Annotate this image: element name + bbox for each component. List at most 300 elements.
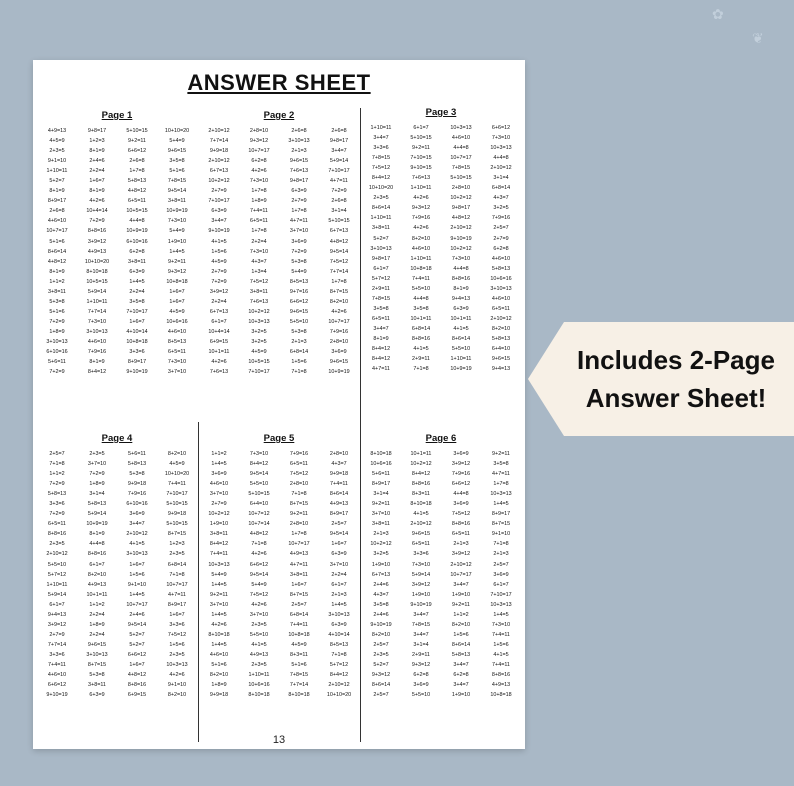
- answer-cell: 7+2=9: [49, 511, 65, 518]
- answer-cell: 7+2=9: [291, 248, 307, 255]
- answer-cell: 2+4=6: [89, 158, 105, 165]
- answer-cell: 9+3=12: [411, 205, 431, 212]
- answer-cell: 6+3=9: [291, 188, 307, 195]
- answer-cell: 1+4=5: [169, 248, 185, 255]
- answer-cell: 2+2=4: [89, 631, 105, 638]
- answer-cell: 7+10=17: [490, 591, 512, 598]
- answer-cell: 2+5=7: [373, 641, 389, 648]
- answer-cell: 8+9=17: [329, 511, 349, 518]
- answer-cell: 1+4=5: [211, 461, 227, 468]
- answer-cell: 4+6=10: [491, 255, 511, 262]
- answer-cell: 2+2=4: [89, 168, 105, 175]
- answer-cell: 2+9=11: [372, 285, 390, 292]
- answer-cell: 3+10=13: [490, 285, 512, 292]
- answer-cell: 2+10=12: [490, 165, 512, 172]
- answer-cell: 4+5=9: [169, 308, 185, 315]
- answer-cell: 4+2=6: [89, 198, 105, 205]
- answer-cell: 4+9=13: [87, 248, 107, 255]
- answer-cell: 1+6=7: [129, 661, 145, 668]
- answer-cell: 6+7=13: [209, 308, 229, 315]
- answer-cell: 7+4=11: [168, 481, 186, 488]
- answer-cell: 8+1=9: [49, 188, 65, 195]
- answer-cell: 4+4=8: [89, 541, 105, 548]
- answer-cell: 7+3=10: [491, 621, 511, 628]
- answer-cell: 8+6=14: [451, 335, 471, 342]
- answer-cell: 6+7=13: [371, 571, 391, 578]
- answer-cell: 4+2=6: [413, 225, 429, 232]
- answer-cell: 10+1=11: [86, 591, 108, 598]
- answer-cell: 3+2=5: [251, 338, 267, 345]
- answer-cell: 3+6=9: [211, 471, 227, 478]
- answer-cell: 6+1=7: [493, 581, 509, 588]
- answer-cell: 2+10=12: [208, 158, 230, 165]
- answer-cell: 2+8=10: [451, 185, 471, 192]
- answer-cell: 3+7=10: [329, 561, 349, 568]
- answer-cell: 2+3=5: [169, 551, 185, 558]
- answer-cell: 1+4=5: [331, 601, 347, 608]
- answer-cell: 10+3=13: [490, 145, 512, 152]
- answer-cell: 2+10=12: [410, 521, 432, 528]
- answer-cell: 7+10=17: [126, 308, 148, 315]
- callout-line-1: Includes 2-Page: [577, 345, 775, 375]
- answer-cell: 10+9=19: [328, 369, 350, 376]
- answer-cell: 8+3=11: [290, 651, 308, 658]
- answer-cell: 9+2=11: [290, 511, 308, 518]
- answer-cell: 10+7=17: [248, 148, 270, 155]
- answer-cell: 9+4=13: [451, 295, 471, 302]
- answer-cell: 4+4=8: [453, 145, 469, 152]
- answer-cell: 3+5=8: [373, 601, 389, 608]
- answer-cell: 3+6=9: [493, 571, 509, 578]
- answer-cell: 10+7=17: [166, 581, 188, 588]
- answer-block-page-4: [37, 432, 197, 700]
- answer-cell: 6+10=16: [126, 238, 148, 245]
- answer-cell: 8+10=18: [370, 451, 392, 457]
- answer-cell: 2+10=12: [46, 551, 68, 558]
- answer-cell: 3+3=6: [129, 349, 145, 356]
- answer-cell: 6+4=10: [491, 346, 511, 353]
- answer-cell: 8+4=12: [87, 369, 107, 376]
- answer-cell: 4+2=6: [251, 168, 267, 175]
- answer-cell: 8+1=9: [49, 268, 65, 275]
- answer-cell: 6+4=10: [249, 501, 269, 508]
- answer-cell: 1+6=7: [291, 581, 307, 588]
- answer-cell: 1+5=6: [129, 571, 145, 578]
- answer-cell: 7+2=9: [49, 481, 65, 488]
- answer-cell: 8+4=12: [371, 346, 391, 353]
- answer-cell: 3+9=12: [411, 581, 431, 588]
- answer-cell: 6+9=15: [209, 338, 229, 345]
- answer-cell: 8+6=14: [371, 205, 391, 212]
- answer-cell: 5+5=10: [451, 346, 471, 353]
- answer-cell: 3+2=5: [251, 328, 267, 335]
- answer-cell: 10+8=18: [166, 278, 188, 285]
- answer-cell: 5+8=13: [127, 461, 147, 468]
- answer-cell: 9+2=11: [452, 601, 470, 608]
- answer-cell: 1+8=9: [89, 621, 105, 628]
- answer-cell: 7+6=13: [249, 298, 269, 305]
- answer-cell: 5+1=6: [49, 308, 65, 315]
- answer-cell: 6+5=11: [372, 315, 390, 322]
- answer-cell: 2+4=6: [373, 611, 389, 618]
- answer-cell: 10+7=17: [46, 228, 68, 235]
- answer-cell: 7+10=15: [410, 155, 432, 162]
- answer-cell: 3+6=9: [453, 501, 469, 508]
- answer-block-page-3: [361, 106, 521, 374]
- answer-cell: 6+3=9: [129, 268, 145, 275]
- answer-cell: 6+2=8: [413, 672, 429, 679]
- answer-cell: 4+8=12: [451, 215, 471, 222]
- answer-cell: 4+4=8: [453, 491, 469, 498]
- answer-cell: 8+1=9: [89, 188, 105, 195]
- answer-cell: 7+2=9: [49, 318, 65, 325]
- answer-cell: 4+7=11: [290, 218, 308, 225]
- answer-cell: 2+3=5: [49, 541, 65, 548]
- answer-cell: 3+4=7: [453, 661, 469, 668]
- answer-cell: 8+2=10: [491, 325, 511, 332]
- answer-cell: 5+2=7: [129, 631, 145, 638]
- answer-cell: 6+3=9: [331, 551, 347, 558]
- answer-cell: 9+6=15: [289, 308, 309, 315]
- answer-block-page-5: [199, 432, 359, 700]
- callout-line-2: Answer Sheet!: [585, 383, 767, 413]
- callout-text: [558, 322, 794, 436]
- answer-cell: 6+5=11: [48, 521, 66, 528]
- answer-cell: 9+5=14: [127, 621, 147, 628]
- answer-cell: 2+7=9: [291, 198, 307, 205]
- answer-cell: 5+10=15: [450, 175, 472, 182]
- answer-cell: 8+2=10: [371, 631, 391, 638]
- answer-cell: 10+5=15: [126, 208, 148, 215]
- answer-cell: 5+5=10: [411, 285, 431, 292]
- answer-cell: 3+7=10: [249, 611, 269, 618]
- answer-cell: 5+1=6: [49, 238, 65, 245]
- answer-cell: 3+4=7: [129, 521, 145, 528]
- answer-cell: 10+2=12: [450, 195, 472, 202]
- answer-cell: 10+1=11: [410, 451, 432, 457]
- answer-cell: 10+9=19: [450, 366, 472, 373]
- answer-cell: 9+8=17: [329, 138, 349, 145]
- answer-cell: 7+3=10: [249, 248, 269, 255]
- answer-cell: 10+10=20: [164, 128, 190, 134]
- answer-cell: 3+1=4: [89, 491, 105, 498]
- answer-cell: 8+7=15: [167, 531, 187, 538]
- answer-cell: 8+3=11: [412, 491, 430, 498]
- answer-cell: 10+7=12: [248, 511, 270, 518]
- answer-cell: 6+5=11: [168, 349, 186, 356]
- answer-cell: 5+8=13: [491, 335, 511, 342]
- answer-cell: 9+4=13: [47, 611, 67, 618]
- answer-cell: 10+5=15: [86, 278, 108, 285]
- answer-cell: 8+4=12: [411, 471, 431, 478]
- answer-cell: 5+10=15: [248, 491, 270, 498]
- answer-cell: 6+2=8: [493, 245, 509, 252]
- answer-cell: 9+4=13: [491, 366, 511, 373]
- answer-cell: 5+5=10: [411, 692, 431, 699]
- answer-cell: 7+5=12: [167, 631, 187, 638]
- answer-cell: 8+1=9: [89, 359, 105, 366]
- answer-cell: 2+1=3: [493, 551, 509, 558]
- answer-cell: 5+1=6: [291, 661, 307, 668]
- answer-cell: 5+9=14: [411, 571, 431, 578]
- answer-cell: 10+9=19: [126, 228, 148, 235]
- answer-cell: 3+8=11: [210, 531, 228, 538]
- answer-cell: 4+2=6: [251, 551, 267, 558]
- answer-cell: 10+5=15: [248, 359, 270, 366]
- answer-cell: 1+2=3: [169, 541, 185, 548]
- answer-cell: 1+10=11: [450, 356, 472, 363]
- answer-cell: 9+2=11: [210, 591, 228, 598]
- answer-cell: 2+8=10: [329, 338, 349, 345]
- answer-cell: 10+7=17: [450, 155, 472, 162]
- answer-cell: 5+3=8: [129, 471, 145, 478]
- answer-cell: 7+7=14: [209, 138, 229, 145]
- answer-cell: 9+10=19: [46, 692, 68, 699]
- answer-cell: 2+4=6: [129, 611, 145, 618]
- answer-cell: 1+7=8: [291, 531, 307, 538]
- answer-cell: 9+8=17: [87, 128, 107, 134]
- answer-cell: 4+3=7: [251, 258, 267, 265]
- answer-cell: 10+9=19: [166, 208, 188, 215]
- answer-cell: 1+5=6: [493, 641, 509, 648]
- answer-cell: 10+3=13: [490, 491, 512, 498]
- answer-cell: 3+8=11: [128, 258, 146, 265]
- answer-cell: 10+2=12: [208, 511, 230, 518]
- answer-cell: 2+10=12: [208, 128, 230, 134]
- answer-cell: 7+4=11: [412, 275, 430, 282]
- answer-cell: 3+8=11: [372, 225, 390, 232]
- answer-cell: 4+6=10: [451, 135, 471, 142]
- answer-cell: 2+7=9: [211, 268, 227, 275]
- answer-cell: 7+5=12: [249, 591, 269, 598]
- answer-cell: 9+9=18: [167, 511, 187, 518]
- answer-cell: 5+10=15: [166, 501, 188, 508]
- answer-cell: 1+1=2: [49, 278, 65, 285]
- answer-cell: 9+5=14: [167, 188, 187, 195]
- answer-cell: 4+8=12: [329, 238, 349, 245]
- answer-cell: 7+9=16: [451, 471, 471, 478]
- answer-cell: 7+1=8: [251, 541, 267, 548]
- answer-cell: 3+9=12: [87, 238, 107, 245]
- answer-cell: 2+4=6: [373, 581, 389, 588]
- answer-cell: 1+9=10: [209, 521, 229, 528]
- answer-cell: 10+6=16: [490, 275, 512, 282]
- answer-cell: 4+6=10: [167, 328, 187, 335]
- answer-cell: 5+9=14: [47, 591, 67, 598]
- answer-cell: 3+8=11: [250, 288, 268, 295]
- answer-cell: 9+1=10: [47, 158, 67, 165]
- answer-cell: 4+7=11: [290, 561, 308, 568]
- answer-cell: 4+7=11: [492, 471, 510, 478]
- answer-cell: 2+3=5: [373, 195, 389, 202]
- answer-cell: 3+3=6: [413, 551, 429, 558]
- page-heading: Page 3: [425, 107, 457, 118]
- answer-cell: 1+10=11: [248, 672, 270, 679]
- answer-cell: 1+9=10: [167, 238, 187, 245]
- answer-cell: 8+8=16: [127, 682, 147, 689]
- answer-cell: 9+2=11: [168, 258, 186, 265]
- answer-cell: 1+5=6: [169, 641, 185, 648]
- answer-cell: 3+5=8: [413, 305, 429, 312]
- answer-cell: 3+4=7: [413, 631, 429, 638]
- answer-cell: 5+4=9: [251, 581, 267, 588]
- answer-cell: 1+6=7: [331, 541, 347, 548]
- answer-cell: 9+6=15: [411, 531, 431, 538]
- answer-cell: 3+9=12: [209, 288, 229, 295]
- answer-cell: 6+10=16: [126, 501, 148, 508]
- answer-cell: 1+4=5: [129, 278, 145, 285]
- answer-cell: 6+8=14: [167, 561, 187, 568]
- answer-cell: 7+10=17: [328, 168, 350, 175]
- answer-cell: 9+7=16: [289, 288, 309, 295]
- answer-cell: 3+9=12: [451, 461, 471, 468]
- answer-cell: 10+1=11: [208, 349, 230, 356]
- answer-cell: 3+8=11: [290, 571, 308, 578]
- answer-cell: 8+9=17: [491, 511, 511, 518]
- answer-cell: 3+3=6: [373, 145, 389, 152]
- answer-cell: 1+4=5: [493, 611, 509, 618]
- answer-cell: 2+7=9: [211, 188, 227, 195]
- answer-cell: 7+9=16: [411, 215, 431, 222]
- answer-cell: 3+7=10: [209, 491, 229, 498]
- answer-cell: 3+8=11: [48, 288, 66, 295]
- answer-cell: 8+5=13: [289, 278, 309, 285]
- answer-cell: 8+8=16: [47, 531, 67, 538]
- answer-cell: 9+1=10: [127, 581, 147, 588]
- answer-cell: 3+4=7: [373, 135, 389, 142]
- answer-cell: 10+8=18: [126, 338, 148, 345]
- answer-cell: 2+5=7: [373, 692, 389, 699]
- answer-cell: 5+8=13: [47, 491, 67, 498]
- answer-cell: 9+3=12: [411, 661, 431, 668]
- answer-cell: 4+2=6: [211, 621, 227, 628]
- answer-cell: 9+10=19: [450, 235, 472, 242]
- answer-cell: 2+8=10: [289, 481, 309, 488]
- answer-cell: 3+5=8: [493, 461, 509, 468]
- page-heading: Page 6: [425, 433, 457, 444]
- answer-cell: 1+7=8: [291, 208, 307, 215]
- answer-cell: 3+4=7: [453, 682, 469, 689]
- answer-cell: 3+2=5: [493, 205, 509, 212]
- answer-cell: 1+6=7: [169, 288, 185, 295]
- answer-cell: 3+8=11: [88, 682, 106, 689]
- answer-cell: 2+8=10: [289, 521, 309, 528]
- answer-cell: 6+6=12: [491, 125, 511, 131]
- answer-cell: 1+6=7: [89, 178, 105, 185]
- answer-cell: 1+10=11: [370, 125, 392, 131]
- answer-cell: 6+3=9: [211, 208, 227, 215]
- answer-cell: 4+5=9: [169, 461, 185, 468]
- answer-grid: [37, 126, 197, 377]
- answer-cell: 4+2=6: [169, 672, 185, 679]
- answer-cell: 3+7=10: [87, 461, 107, 468]
- answer-cell: 4+4=8: [453, 265, 469, 272]
- answer-cell: 8+10=18: [410, 501, 432, 508]
- answer-cell: 8+10=18: [86, 268, 108, 275]
- answer-cell: 4+4=8: [493, 155, 509, 162]
- answer-cell: 10+3=13: [248, 318, 270, 325]
- answer-cell: 9+8=17: [289, 178, 309, 185]
- answer-cell: 10+2=12: [248, 308, 270, 315]
- answer-cell: 5+10=15: [126, 128, 148, 134]
- answer-cell: 2+2=4: [129, 288, 145, 295]
- answer-cell: 6+5=11: [250, 218, 268, 225]
- answer-cell: 4+1=5: [413, 346, 429, 353]
- answer-cell: 7+9=16: [127, 491, 147, 498]
- answer-cell: 4+9=13: [87, 581, 107, 588]
- answer-cell: 3+1=4: [493, 175, 509, 182]
- answer-cell: 5+8=13: [87, 501, 107, 508]
- answer-cell: 9+8=17: [451, 205, 471, 212]
- answer-cell: 7+5=12: [289, 471, 309, 478]
- answer-cell: 7+2=9: [49, 369, 65, 376]
- answer-cell: 7+5=12: [371, 165, 391, 172]
- answer-cell: 4+4=8: [129, 218, 145, 225]
- answer-grid: [199, 126, 359, 377]
- answer-cell: 5+2=7: [129, 641, 145, 648]
- answer-cell: 4+3=7: [493, 195, 509, 202]
- answer-cell: 8+6=14: [371, 682, 391, 689]
- answer-cell: 9+9=18: [209, 148, 229, 155]
- answer-cell: 9+1=10: [167, 682, 187, 689]
- answer-cell: 7+1=8: [291, 369, 307, 376]
- answer-cell: 8+1=9: [89, 148, 105, 155]
- answer-cell: 3+3=6: [49, 651, 65, 658]
- answer-cell: 4+10=14: [328, 631, 350, 638]
- answer-cell: 4+8=12: [47, 258, 67, 265]
- answer-cell: 6+8=14: [289, 349, 309, 356]
- answer-cell: 9+5=14: [249, 571, 269, 578]
- answer-cell: 6+2=8: [453, 672, 469, 679]
- answer-cell: 10+1=11: [450, 315, 472, 322]
- answer-cell: 8+9=17: [47, 198, 67, 205]
- answer-cell: 4+10=14: [126, 328, 148, 335]
- answer-cell: 4+2=6: [251, 601, 267, 608]
- answer-cell: 8+4=12: [371, 175, 391, 182]
- answer-cell: 2+2=4: [251, 238, 267, 245]
- answer-cell: 2+9=11: [412, 356, 430, 363]
- answer-cell: 4+2=6: [211, 359, 227, 366]
- answer-cell: 4+3=7: [373, 591, 389, 598]
- answer-cell: 5+6=11: [372, 471, 390, 478]
- answer-cell: 7+1=8: [331, 651, 347, 658]
- answer-cell: 7+8=15: [451, 165, 471, 172]
- answer-cell: 8+2=10: [411, 235, 431, 242]
- answer-cell: 1+6=7: [169, 298, 185, 305]
- answer-cell: 6+6=12: [127, 148, 147, 155]
- answer-cell: 3+5=8: [169, 158, 185, 165]
- answer-cell: 4+5=9: [211, 258, 227, 265]
- answer-cell: 7+4=11: [492, 661, 510, 668]
- answer-cell: 1+7=8: [493, 481, 509, 488]
- answer-cell: 6+6=12: [289, 298, 309, 305]
- answer-cell: 5+9=14: [329, 158, 349, 165]
- answer-cell: 7+2=9: [89, 471, 105, 478]
- answer-cell: 8+10=18: [248, 692, 270, 699]
- answer-cell: 7+3=10: [451, 255, 471, 262]
- answer-cell: 7+8=15: [167, 178, 187, 185]
- answer-cell: 7+8=15: [411, 621, 431, 628]
- answer-cell: 10+2=12: [410, 461, 432, 468]
- answer-cell: 9+9=18: [209, 692, 229, 699]
- answer-cell: 10+2=12: [370, 541, 392, 548]
- answer-cell: 2+10=12: [126, 531, 148, 538]
- answer-cell: 2+8=10: [329, 451, 349, 457]
- answer-cell: 6+5=11: [290, 461, 308, 468]
- answer-cell: 8+1=9: [373, 335, 389, 342]
- answer-cell: 8+6=14: [329, 491, 349, 498]
- answer-cell: 5+7=12: [329, 661, 349, 668]
